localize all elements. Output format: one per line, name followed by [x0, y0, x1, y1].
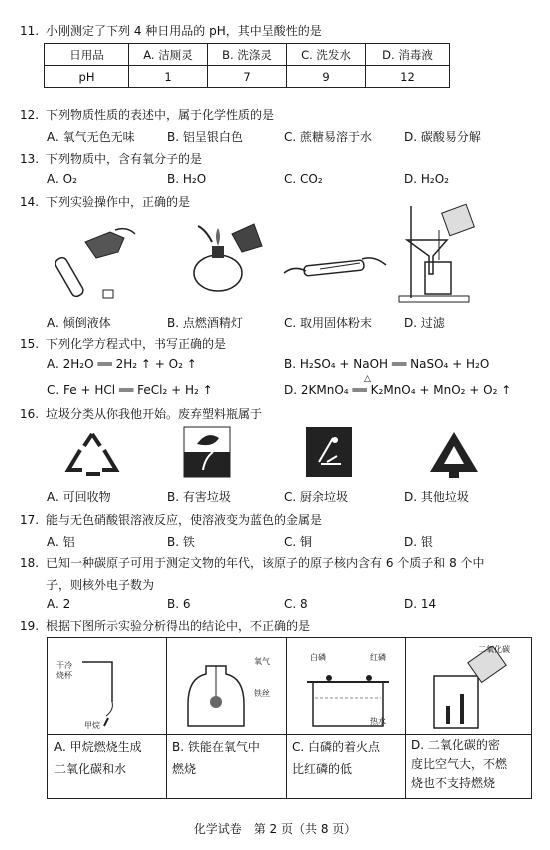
option-c[interactable]: C. 白磷的着火点 比红磷的低	[292, 740, 381, 776]
question-19	[20, 617, 310, 634]
option-b[interactable]: B. 6	[167, 597, 191, 611]
question-stem: 下列化学方程式中，书写正确的是	[46, 337, 227, 351]
option-a[interactable]: A. 2	[47, 597, 71, 611]
question-stem: 垃圾分类从你我他开始。废弃塑料瓶属于	[46, 407, 263, 421]
hazardous-waste-icon	[183, 426, 231, 478]
alcohol-lamp-picture	[178, 218, 268, 298]
page-footer: 化学试卷 第 2 页（共 8 页）	[193, 822, 357, 836]
question-number: 14.	[20, 195, 40, 209]
option-d[interactable]: D. 二氧化碳的密 度比空气大，不燃 烧也不支持燃烧	[411, 738, 508, 790]
question-16	[20, 405, 262, 422]
label-dry-cold: 干冷	[56, 661, 72, 670]
question-stem: 下列实验操作中，正确的是	[46, 195, 191, 209]
option-d[interactable]: D. 碳酸易分解	[404, 130, 481, 144]
label-red-phosphorus: 红磷	[370, 653, 386, 662]
option-b[interactable]: B. 有害垃圾	[167, 490, 231, 504]
table-cell: 12	[366, 66, 450, 88]
option-a[interactable]: A. 铝	[47, 535, 75, 549]
question-number: 15.	[20, 337, 40, 351]
question-stem: 下列物质性质的表述中，属于化学性质的是	[46, 108, 275, 122]
table-cell: 7	[208, 66, 287, 88]
ph-table	[44, 43, 450, 88]
option-b[interactable]: B. 铁能在氧气中 燃烧	[172, 740, 260, 776]
question-15	[20, 335, 226, 352]
table-cell: 日用品	[45, 44, 129, 66]
question-stem: 根据下图所示实验分析得出的结论中，不正确的是	[46, 619, 311, 633]
table-cell: 1	[129, 66, 208, 88]
option-c[interactable]: C. CO₂	[284, 172, 323, 186]
option-a[interactable]: A. 可回收物	[47, 490, 111, 504]
option-b[interactable]: B. 点燃酒精灯	[167, 316, 243, 330]
question-number: 18.	[20, 556, 40, 570]
label-white-phosphorus: 白磷	[310, 653, 326, 662]
question-number: 12.	[20, 108, 40, 122]
label-methane: 甲烷	[84, 721, 100, 730]
question-stem: 已知一种碳原子可用于测定文物的年代，该原子的原子核内含有 6 个质子和 8 个中	[46, 556, 485, 570]
question-11	[20, 22, 322, 39]
solid-powder-picture	[280, 245, 390, 290]
option-b[interactable]: B. 铁	[167, 535, 195, 549]
question-number: 17.	[20, 513, 40, 527]
question-number: 16.	[20, 407, 40, 421]
option-b[interactable]: B. H₂O	[167, 172, 207, 186]
option-d[interactable]: D. H₂O₂	[404, 172, 449, 186]
option-a[interactable]: A. 2H₂O ══ 2H₂ ↑ + O₂ ↑	[47, 357, 197, 371]
option-c[interactable]: C. 8	[284, 597, 308, 611]
question-stem: 小刚测定了下列 4 种日用品的 pH，其中呈酸性的是	[46, 24, 322, 38]
table-cell: C. 洗发水	[287, 44, 366, 66]
recyclable-icon	[62, 428, 122, 482]
food-waste-icon	[305, 426, 353, 478]
option-d[interactable]: D. 2KMnO₄ ══ K₂MnO₄ + MnO₂ + O₂ ↑	[284, 383, 512, 397]
option-a[interactable]: A. 氧气无色无味	[47, 130, 135, 144]
table-cell: A. 洁厕灵	[129, 44, 208, 66]
question-number: 11.	[20, 24, 40, 38]
option-d[interactable]: D. 银	[404, 535, 433, 549]
option-c[interactable]: C. 厨余垃圾	[284, 490, 349, 504]
option-d[interactable]: D. 其他垃圾	[404, 490, 469, 504]
pouring-liquid-picture	[55, 212, 145, 304]
question-14	[20, 193, 190, 210]
option-a[interactable]: A. 倾倒液体	[47, 316, 111, 330]
co2-candles-picture	[410, 646, 528, 732]
question-12	[20, 106, 274, 123]
label-iron-wire: 铁丝	[254, 689, 270, 698]
table-cell: pH	[45, 66, 129, 88]
question-17	[20, 511, 322, 528]
methane-burning-picture	[52, 642, 164, 732]
other-waste-icon	[425, 428, 483, 482]
option-b[interactable]: B. 铝呈银白色	[167, 130, 243, 144]
option-c[interactable]: C. Fe + HCl ══ FeCl₂ + H₂ ↑	[47, 383, 213, 397]
label-hot-water: 热水	[370, 717, 386, 726]
label-oxygen: 氧气	[254, 657, 270, 666]
option-c[interactable]: C. 铜	[284, 535, 313, 549]
label-beaker: 烧杯	[56, 671, 72, 680]
option-b[interactable]: B. H₂SO₄ + NaOH ══ NaSO₄ + H₂O	[284, 357, 490, 371]
option-d[interactable]: D. 14	[404, 597, 437, 611]
table-cell: 9	[287, 66, 366, 88]
question-13	[20, 150, 202, 167]
question-stem: 下列物质中，含有氧分子的是	[46, 152, 203, 166]
question-number: 13.	[20, 152, 40, 166]
option-a[interactable]: A. 甲烷燃烧生成 二氧化碳和水	[54, 740, 142, 776]
question-number: 19.	[20, 619, 40, 633]
experiment-table	[47, 637, 532, 799]
option-d[interactable]: D. 过滤	[404, 316, 445, 330]
table-cell: B. 洗涤灵	[208, 44, 287, 66]
heat-symbol: △	[364, 374, 371, 384]
question-stem-continued: 子，则核外电子数为	[46, 578, 155, 592]
label-co2: 二氧化碳	[478, 645, 510, 654]
question-stem: 能与无色硝酸银溶液反应，使溶液变为蓝色的金属是	[46, 513, 323, 527]
table-cell: D. 消毒液	[366, 44, 450, 66]
option-c[interactable]: C. 蔗糖易溶于水	[284, 130, 373, 144]
option-c[interactable]: C. 取用固体粉末	[284, 316, 373, 330]
filtration-picture	[395, 200, 485, 305]
question-18	[20, 554, 485, 571]
option-a[interactable]: A. O₂	[47, 172, 77, 186]
